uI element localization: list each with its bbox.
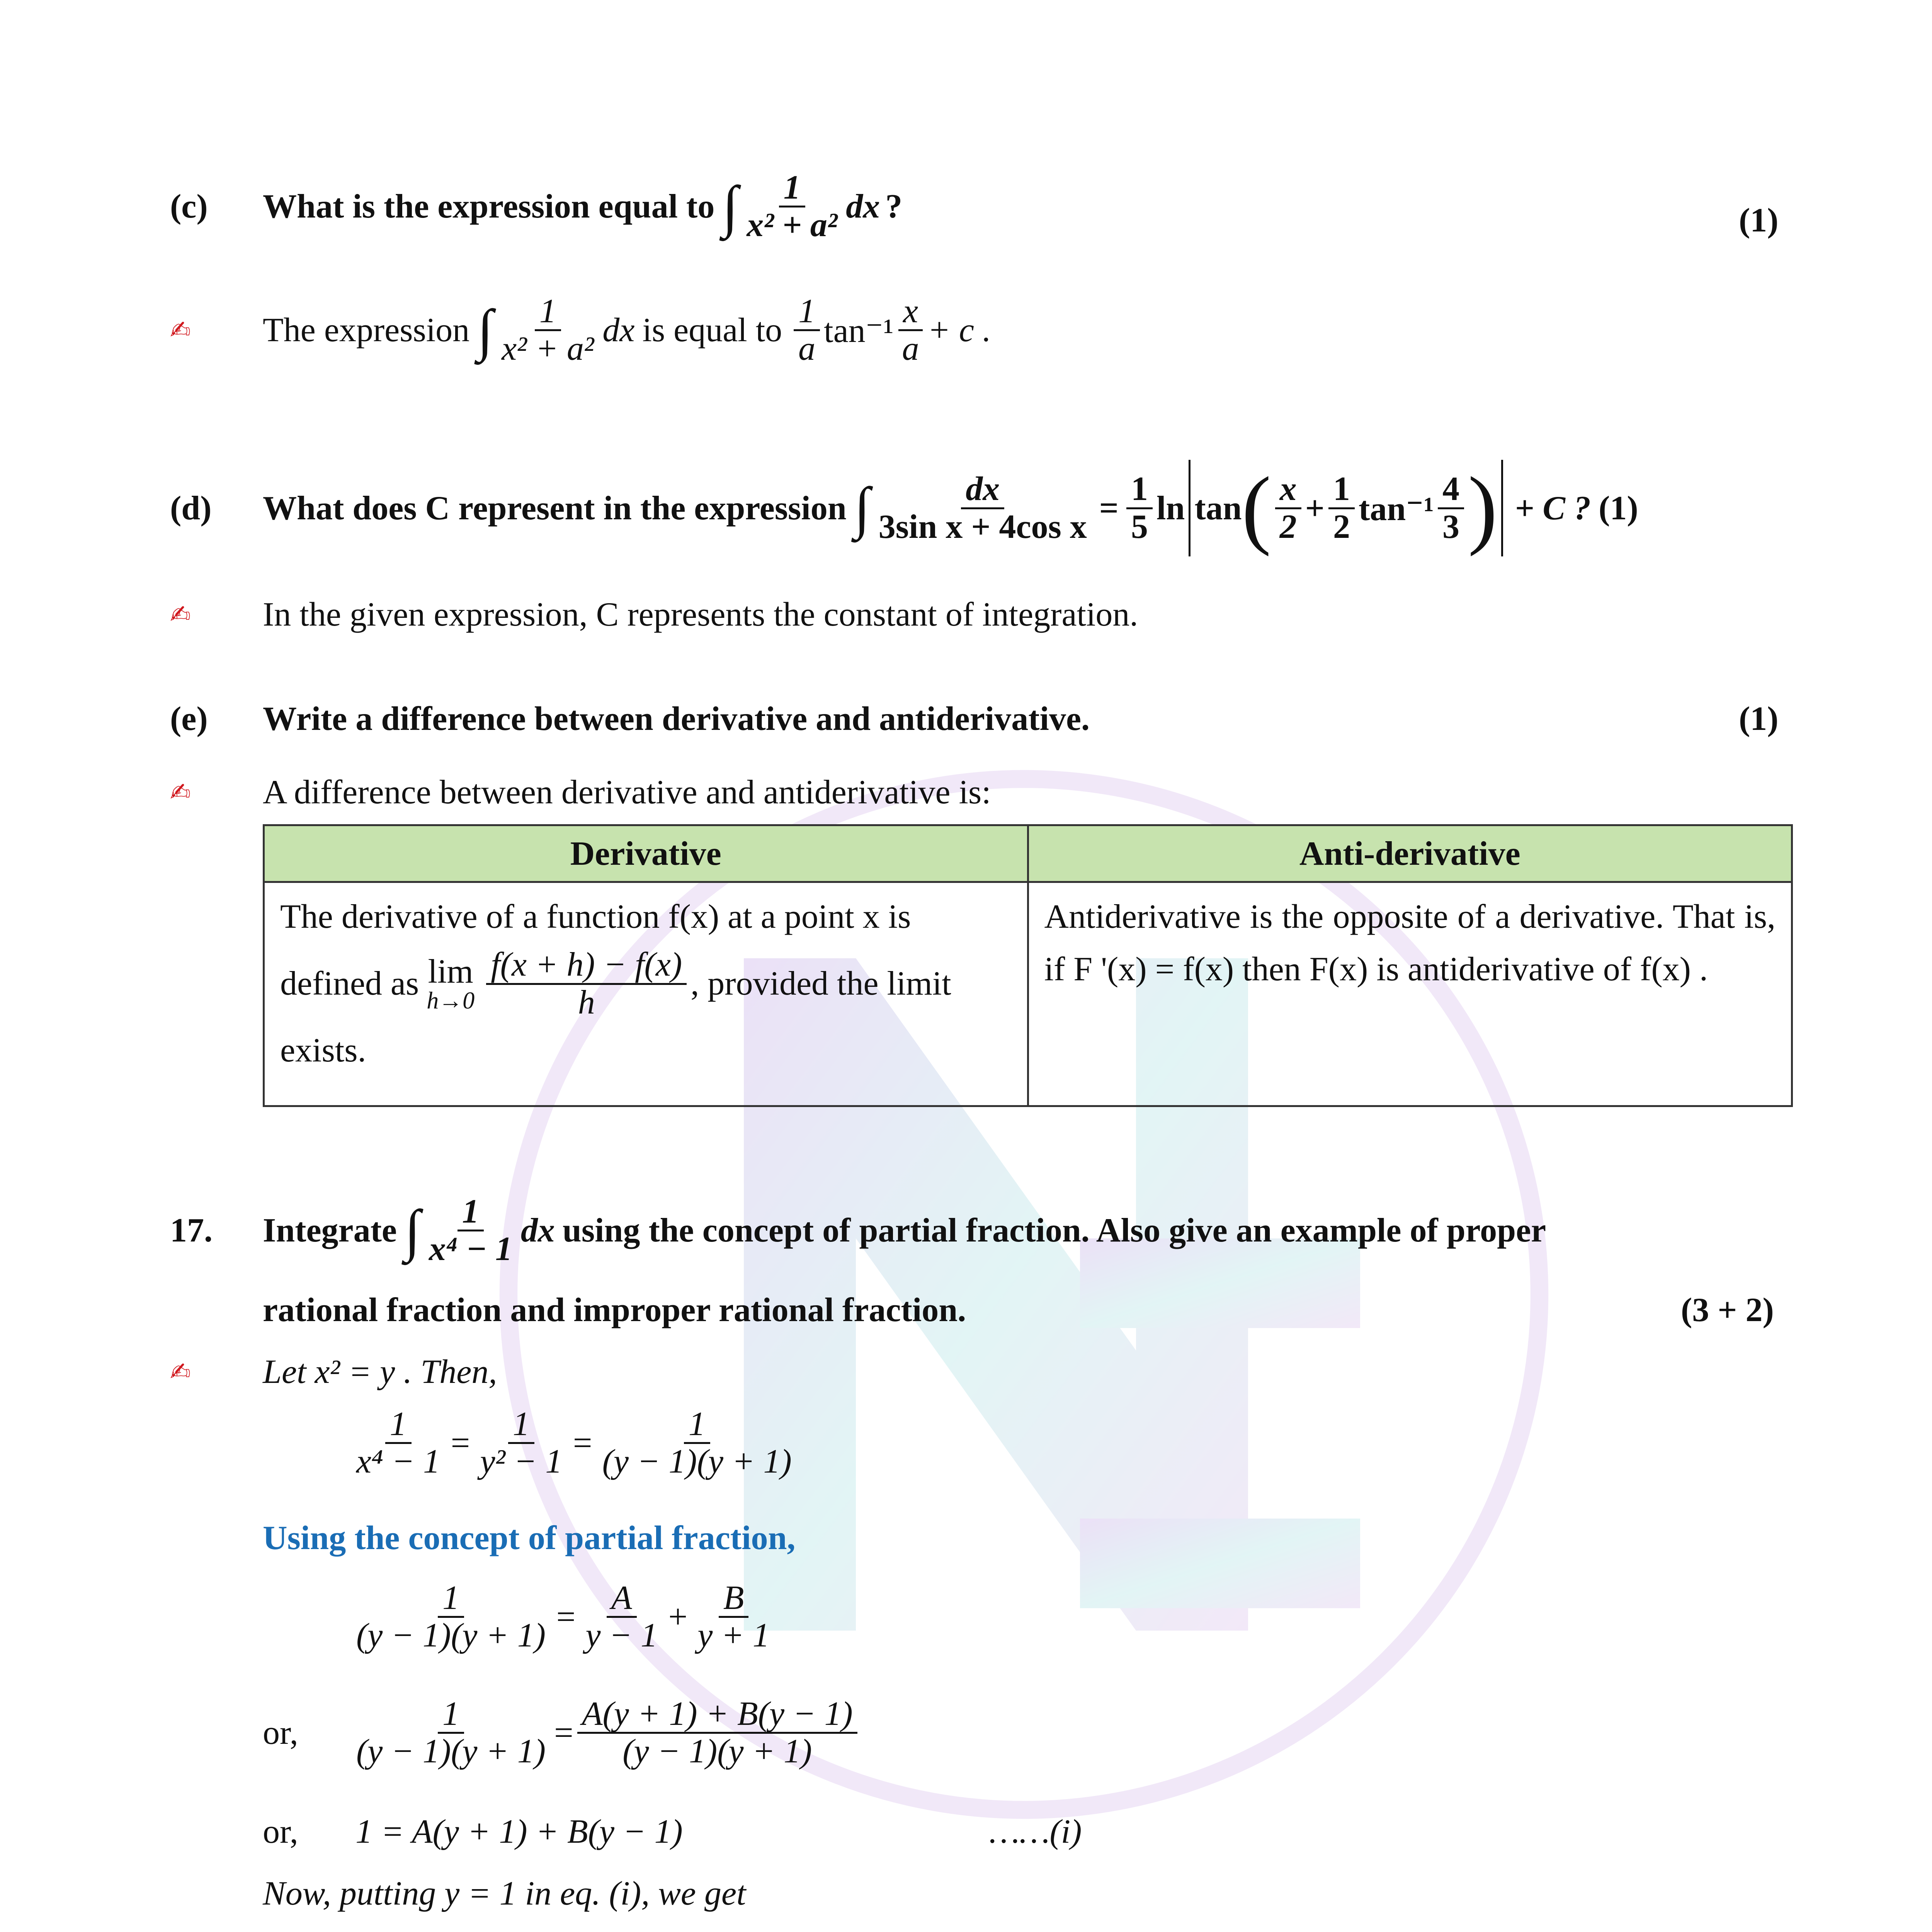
equation: $\frac{1}{\text{x⁴ − 1}}$ = $\frac{1}{\text{y² − 1}}$ = $\frac{1}{(y - 1)(y + 1)}$ [356, 1405, 792, 1481]
question-c: (c) What is the expression equal to ∫ $\frac{1}{\text{x² + a²}}$ dx ? [170, 169, 903, 244]
question-label: (c) [170, 188, 208, 226]
integrand-fraction: $\frac{1}{\text{x² + a²}}$ [747, 169, 838, 244]
equation: or, $\frac{1}{(y - 1)(y + 1)}$ = $\frac{A(y + 1) + B(y - 1)}{(y - 1)(y + 1)}$ [263, 1696, 861, 1770]
question-17: 17. Integrate ∫ $\frac{1}{\text{x⁴ − 1}}$ dx using the concept of partial fraction. Also give an example of proper [170, 1193, 1546, 1268]
answer-e: ✍ A difference between derivative and antiderivative is: [170, 774, 991, 811]
table-cell: The derivative of a function f(x) at a point x is defined as lim h→0 $\frac{f(x + h) - f(x)}{h}$ , provided the limit exists. [264, 882, 1028, 1106]
answer-17: ✍ Let x² = y . Then, [170, 1353, 497, 1391]
question-e: (e) Write a difference between derivative and antiderivative. [170, 700, 1090, 738]
equation: $\frac{1}{(y - 1)(y + 1)}$ = $\frac{A}{y - 1}$ + $\frac{B}{y + 1}$ [356, 1579, 770, 1655]
equation: or, 1 = A(y + 1) + B(y − 1) [263, 1813, 683, 1850]
answer-c: ✍ The expression ∫ $\frac{1}{\text{x² + a²}}$ dx is equal to $\frac{1}{a}$ tan⁻¹ $\frac{x}{a}$ + c . [170, 293, 991, 368]
comparison-table [263, 824, 1793, 1107]
pen-icon: ✍ [170, 778, 191, 807]
table-header: Derivative [264, 825, 1028, 882]
pen-icon: ✍ [170, 600, 191, 629]
pen-icon: ✍ [170, 1357, 191, 1386]
section-heading: Using the concept of partial fraction, [263, 1519, 796, 1557]
question-text: What is the expression equal to [263, 188, 715, 226]
table-header: Anti-derivative [1028, 825, 1792, 882]
answer-d: ✍ In the given expression, C represents the constant of integration. [170, 596, 1138, 633]
pen-icon: ✍ [170, 316, 191, 345]
marks: (1) [1739, 202, 1779, 239]
table-cell: Antiderivative is the opposite of a derivative. That is, if F '(x) = f(x) then F(x) is antiderivative of f(x) . [1028, 882, 1792, 1106]
question-d: (d) What does C represent in the expression ∫ $\frac{dx}{\text{3sin x + 4cos x}}$ = $\frac{1}{5}$ ln tan ( $\frac{x}{2}$ + $\frac{1}{2}$ tan⁻¹ $\frac{4}{3}$ ) + C ? (1) [170, 459, 1638, 557]
